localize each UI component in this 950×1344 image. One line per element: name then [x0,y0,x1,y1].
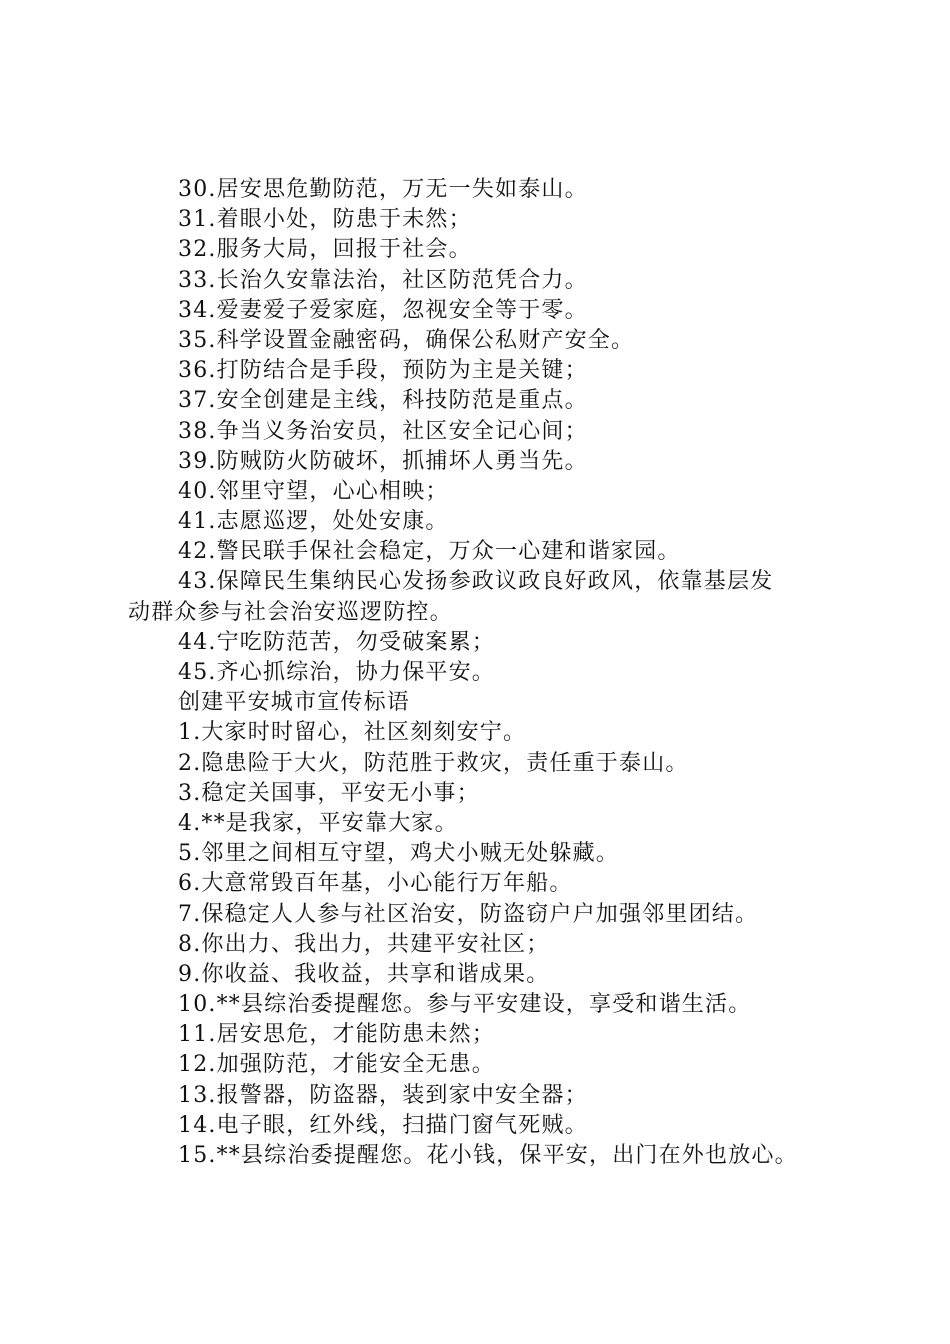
slogan-item: 44.宁吃防范苦，勿受破案累； [178,629,495,655]
slogan-item: 41.志愿巡逻，处处安康。 [178,509,449,535]
slogan-list-part-one-tail [128,628,838,688]
slogan-item: 9.你收益、我收益，共享和谐成果。 [178,961,550,987]
slogan-item: 30.居安思危勤防范，万无一失如泰山。 [178,177,588,202]
slogan-item: 14.电子眼，红外线，扫描门窗气死贼。 [178,1112,588,1138]
slogan-item: 37.安全创建是主线，科技防范是重点。 [178,388,588,414]
slogan-item: 15.**县综治委提醒您。花小钱，保平安，出门在外也放心。 [178,1143,798,1168]
slogan-item: 4.**是我家，平安靠大家。 [178,810,458,836]
slogan-item: 13.报警器，防盗器，装到家中安全器； [178,1082,588,1108]
slogan-item: 5.邻里之间相互守望，鸡犬小贼无处躲藏。 [178,841,619,867]
slogan-item: 45.齐心抓综治，协力保平安。 [178,660,495,685]
slogan-item: 3.稳定关国事，平安无小事； [178,780,480,806]
slogan-item: 12.加强防范，才能安全无患。 [178,1052,495,1078]
slogan-list-part-two [128,718,838,1171]
slogan-item: 34.爱妻爱子爱家庭，忽视安全等于零。 [178,297,588,323]
slogan-item: 11.居安思危，才能防患未然； [178,1022,495,1048]
slogan-item: 8.你出力、我出力，共建平安社区； [178,931,550,957]
section-heading: 创建平安城市宣传标语 [178,690,411,716]
slogan-item: 42.警民联手保社会稳定，万众一心建和谐家园。 [178,539,681,565]
slogan-item: 7.保稳定人人参与社区治安，防盗窃户户加强邻里团结。 [178,901,759,927]
document-body [128,175,838,1171]
slogan-item: 40.邻里守望，心心相映； [178,478,449,504]
slogan-item: 33.长治久安靠法治，社区防范凭合力。 [178,267,588,293]
slogan-item: 35.科学设置金融密码，确保公私财产安全。 [178,327,635,353]
slogan-item: 10.**县综治委提醒您。参与平安建设，享受和谐生活。 [178,992,752,1018]
slogan-item: 38.争当义务治安员，社区安全记心间； [178,418,588,444]
slogan-item: 2.隐患险于大火，防范胜于救灾，责任重于泰山。 [178,750,689,776]
slogan-item: 36.打防结合是手段，预防为主是关键； [178,358,588,384]
slogan-list-part-one [128,175,838,567]
slogan-item-43-line-2: 动群众参与社会治安巡逻防控。 [128,599,453,625]
slogan-item-43-line-1: 43.保障民生集纳民心发扬参政议政良好政风，依靠基层发 [178,569,774,595]
slogan-item: 39.防贼防火防破坏，抓捕坏人勇当先。 [178,448,588,474]
slogan-item: 1.大家时时留心，社区刻刻安宁。 [178,720,527,746]
slogan-item: 32.服务大局，回报于社会。 [178,237,472,263]
slogan-item: 6.大意常毁百年基，小心能行万年船。 [178,871,573,897]
slogan-item: 31.着眼小处，防患于未然； [178,207,472,233]
